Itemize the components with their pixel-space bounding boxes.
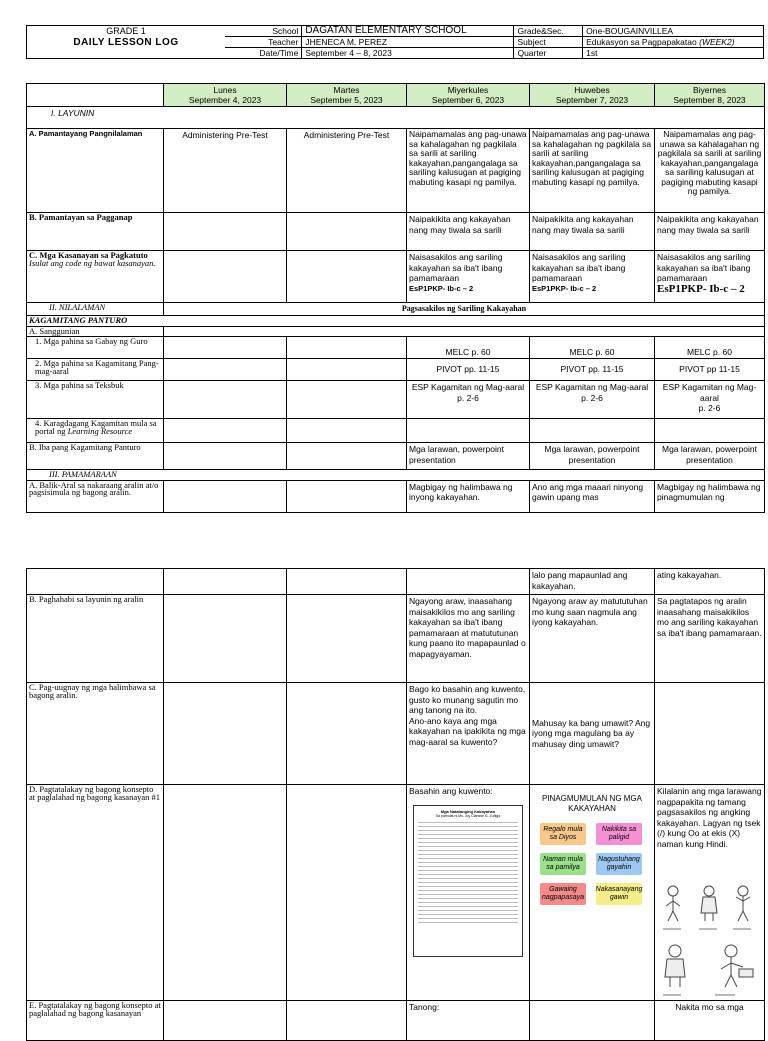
teacher-value: JHENECA M. PEREZ [302,37,514,48]
kid-figure-3 [736,886,750,921]
iba-tue [287,443,407,470]
section-layunin: I. LAYUNIN [27,107,765,129]
balik-mon [164,480,287,512]
iba-wed: Mga larawan, powerpoint presentation [407,443,530,470]
p2-d-fri [655,785,765,1001]
magaaral-label: 2. Mga pahina sa Kagamitang Pang-mag-aaral [27,359,164,381]
balik-fri: Magbigay ng halimbawa ng pinagmumulan ng [655,480,765,512]
sanggunian-row [164,326,765,337]
skill-text: Naisasakilos ang sariling kakayahan sa iba't ibang pamamaraan [657,252,751,283]
lesson-table-page1 [26,83,765,513]
p2-d-label: D. Pagtatalakay ng bagong konsepto at paglalahad ng bagong kasanayan #1 [27,785,164,1001]
p2-d-wed [407,785,530,1001]
school-value: DAGATAN ELEMENTARY SCHOOL [302,26,514,37]
kid-figure-1 [666,886,680,921]
skill-code: EsP1PKP- Ib-c – 2 [657,282,745,295]
kids-illustration [659,877,759,1007]
p2-d-mon [164,785,287,1001]
day-header-wed [407,84,530,107]
p2-c-label: C. Pag-uugnay ng mga halimbawa sa bagong aralin. [27,683,164,785]
row-b-fri: Naipakikita ang kakayahan nang may tiwala sa sarili [655,213,765,251]
sources-title: PINAGMUMULAN NG MGA KAKAYAHAN [541,794,642,813]
p2-d-thu [530,785,655,1001]
lr-fri [655,419,765,443]
row-b-tue [287,213,407,251]
lesson-table-page2 [26,568,765,1041]
day-name: Miyerkules [447,85,489,95]
teksbuk-page: p. 2-6 [581,392,603,403]
p2-b-wed: Ngayong araw, inaasahang maisakikilos mo ang sariling kakayahan sa iba't ibang pamamaraan at matututunan kung paano ito mapapaunlad o mapagyayaman. [407,595,530,683]
row-c-label-cell [27,251,164,303]
balik-wed: Magbigay ng halimbawa ng inyong kakayahan. [407,480,530,512]
magaaral-mon [164,359,287,381]
teksbuk-tue [287,381,407,419]
school-label: School [225,26,302,37]
lr-label-cell [27,419,164,443]
teksbuk-mon [164,381,287,419]
p2-b-fri: Sa pagtatapos ng aralin inaasahang maisakikilos mo ang sariling kakayahan sa iba't ibang pamamaraan. [655,595,765,683]
p2-b-label: B. Paghahabi sa layunin ng aralin [27,595,164,683]
story-thumbnail [413,805,523,957]
p2-e-fri: Nakita mo sa mga [655,1001,765,1041]
guro-fri: MELC p. 60 [655,337,765,359]
day-date: September 5, 2023 [310,95,383,105]
lr-thu [530,419,655,443]
row-a-tue: Administering Pre-Test [287,129,407,213]
row-c-tue [287,251,407,303]
magaaral-wed: PIVOT pp. 11-15 [407,359,530,381]
datetime-label: Date/Time [225,48,302,59]
subject-value [583,37,764,48]
p2-d-tue [287,785,407,1001]
chip-nagpapasaya: Gawaing nagpapasaya [540,883,586,905]
guro-wed: MELC p. 60 [407,337,530,359]
story-author: Sa pamulat ni Ms. Joy Clarisse G. Zuñiga [435,814,501,818]
story-text-lines [414,822,522,924]
teksbuk-text: ESP Kagamitan ng Mag-aaral [662,382,757,403]
teksbuk-label: 3. Mga pahina sa Teksbuk [27,381,164,419]
p2-e-thu [530,1001,655,1041]
iba-fri: Mga larawan, powerpoint presentation [655,443,765,470]
teksbuk-fri [655,381,765,419]
cont-wed [407,569,530,595]
chip-nakasanayan: Nakasanayang gawin [596,883,642,905]
datetime-value: September 4 – 8, 2023 [302,48,514,59]
p2-e-label: E. Pagtatalakay ng bagong konsepto at paglalahad ng bagong kasanayan [27,1001,164,1041]
magaaral-fri: PIVOT pp 11-15 [655,359,765,381]
p2-e-mon [164,1001,287,1041]
row-c-mon [164,251,287,303]
skill-text: Naisasakilos ang sariling kakayahan sa iba't ibang pamamaraan [532,252,626,283]
corner-cell [27,84,164,107]
lr-wed [407,419,530,443]
day-header-tue [287,84,407,107]
day-name: Martes [333,85,360,95]
row-a-fri: Naipamamalas ang pag-unawa sa kahalagahan ng pagkilala sa sarili at sariling kakayahan,pangangalaga sa sariling kalusugan at pagiging mabuting kasapi ng pamilya. [655,129,765,213]
magaaral-tue [287,359,407,381]
teksbuk-page: p. 2-6 [457,392,479,403]
row-c-label: C. Mga Kasanayan sa Pagkatuto [29,250,148,260]
teacher-label: Teacher [225,37,302,48]
row-a-mon: Administering Pre-Test [164,129,287,213]
balik-tue [287,480,407,512]
row-c-sub: Isulat ang code ng bawat kasanayan. [29,257,156,268]
row-b-mon [164,213,287,251]
row-b-thu: Naipakikita ang kakayahan nang may tiwala sa sarili [530,213,655,251]
skill-code: EsP1PKP- Ib-c – 2 [532,283,597,293]
magaaral-thu: PIVOT pp. 11-15 [530,359,655,381]
chip-regalo: Regalo mula sa Diyos [540,823,586,845]
log-title: DAILY LESSON LOG [73,37,179,48]
p2-b-mon [164,595,287,683]
day-date: September 7, 2023 [555,95,629,105]
row-a-label: A. Pamantayang Pangnilalaman [27,129,164,213]
header-table [26,25,764,59]
day-name: Lunes [213,85,237,95]
subject-week: (WEEK2) [699,37,735,47]
checklist-instructions: Kilalanin ang mga larawang nagpapakita ng tamang pagsasakilos ng angking kakayahan. Lagyan ng tsek (/) kung Oo at ekis (X) naman kung Hindi. [657,786,762,849]
kid-figure-4 [665,945,685,987]
lr-label-italic: Learning Resource [67,425,133,436]
day-name: Huwebes [574,85,610,95]
day-date: September 4, 2023 [188,95,262,105]
cont-tue [287,569,407,595]
iba-label: B. Iba pang Kagamitang Panturo [27,443,164,470]
p2-c-tue [287,683,407,785]
day-date: September 8, 2023 [673,95,746,105]
guro-label: 1. Mga pahina sa Gabay ng Guro [27,337,164,359]
row-a-wed: Naipamamalas ang pag-unawa sa kahalagahan ng pagkilala sa sarili at sariling kakayahan,pangangalaga sa sariling kalusugan at pagiging mabuting kasapi ng pamilya. [407,129,530,213]
day-header-thu [530,84,655,107]
row-c-thu [530,251,655,303]
gradesec-value: One-BOUGAINVILLEA [583,26,764,37]
cont-mon [164,569,287,595]
p2-c-fri [655,683,765,785]
row-a-thu: Naipamamalas ang pag-unawa sa kahalagahan ng pagkilala sa sarili at sariling kakayahan,pangangalaga sa sariling kalusugan at pagiging mabuting kasapi ng pamilya. [530,129,655,213]
day-header-mon [164,84,287,107]
lr-label: 4. Karagdagang Kagamitan mula sa portal ng [35,418,157,436]
quarter-value: 1st [583,48,764,59]
story-title: Mga Natatanging Kakayahan [440,809,496,814]
p2-b-tue [287,595,407,683]
lr-tue [287,419,407,443]
row-b-wed: Naipakikita ang kakayahan nang may tiwala sa sarili [407,213,530,251]
sanggunian-label: A. Sanggunian [27,326,164,337]
row-c-fri [655,251,765,303]
day-header-fri [655,84,765,107]
skill-code: EsP1PKP- Ib-c – 2 [409,283,474,293]
balik-label: A. Balik-Aral sa nakaraang aralin at/o pagsisimula ng bagong aralin. [27,480,164,512]
gradesec-label: Grade&Sec. [514,26,583,37]
iba-mon [164,443,287,470]
lr-mon [164,419,287,443]
row-c-wed [407,251,530,303]
p2-c-mon [164,683,287,785]
teksbuk-wed [407,381,530,419]
p2-c-thu: Mahusay ka bang umawit? Ang iyong mga magulang ba ay mahusay ding umawit? [530,683,655,785]
section-kagamitan: KAGAMITANG PANTURO [27,316,765,327]
cont-thu: lalo pang mapaunlad ang kakayahan. [530,569,655,595]
subject-name: Edukasyon sa Pagpapakatao [586,37,697,47]
chip-gayahin: Nagustuhang gayahin [596,853,642,875]
quarter-label: Quarter [514,48,583,59]
guro-tue [287,337,407,359]
day-date: September 6, 2023 [431,95,505,105]
row-b-label: B. Pamantayan sa Pagganap [27,213,164,251]
section-nilalaman: II. NILALAMAN [27,303,164,316]
teksbuk-text: ESP Kagamitan ng Mag-aaral [411,382,525,392]
chip-nakikita: Nakikita sa paligid [596,823,642,845]
subject-label: Subject [514,37,583,48]
read-story-label: Basahin ang kuwento: [409,786,493,796]
iba-thu: Mga larawan, powerpoint presentation [530,443,655,470]
p2-b-thu: Ngayong araw ay matututuhan mo kung saan nagmula ang iyong kakayahan. [530,595,655,683]
cont-label [27,569,164,595]
teksbuk-page: p. 2-6 [698,403,721,413]
p2-e-wed: Tanong: [407,1001,530,1041]
guro-mon [164,337,287,359]
guro-thu: MELC p. 60 [530,337,655,359]
skill-text: Naisasakilos ang sariling kakayahan sa iba't ibang pamamaraan [409,252,503,283]
grade-label: GRADE 1 [106,26,146,36]
balik-thu: Ano ang mga maaari ninyong gawin upang mas [530,480,655,512]
teksbuk-thu [530,381,655,419]
p2-e-tue [287,1001,407,1041]
section-pamamaraan: III. PAMAMARAAN [27,470,765,481]
kid-figure-2 [701,886,717,921]
header-title-cell [27,26,225,59]
nilalaman-value: Pagsasakilos ng Sariling Kakayahan [164,303,765,316]
chip-pamilya: Naman mula sa pamilya [540,853,586,875]
kid-figure-5 [721,945,753,987]
teksbuk-text: ESP Kagamitan ng Mag-aaral [535,382,649,392]
cont-fri: ating kakayahan. [655,569,765,595]
day-name: Biyernes [692,85,727,95]
p2-c-wed: Bago ko basahin ang kuwento, gusto ko munang sagutin mo ang tanong na ito. Ano-ano kaya ang mga kakayahan na ipakikita ng mga mag-aaral sa kuwento? [407,683,530,785]
